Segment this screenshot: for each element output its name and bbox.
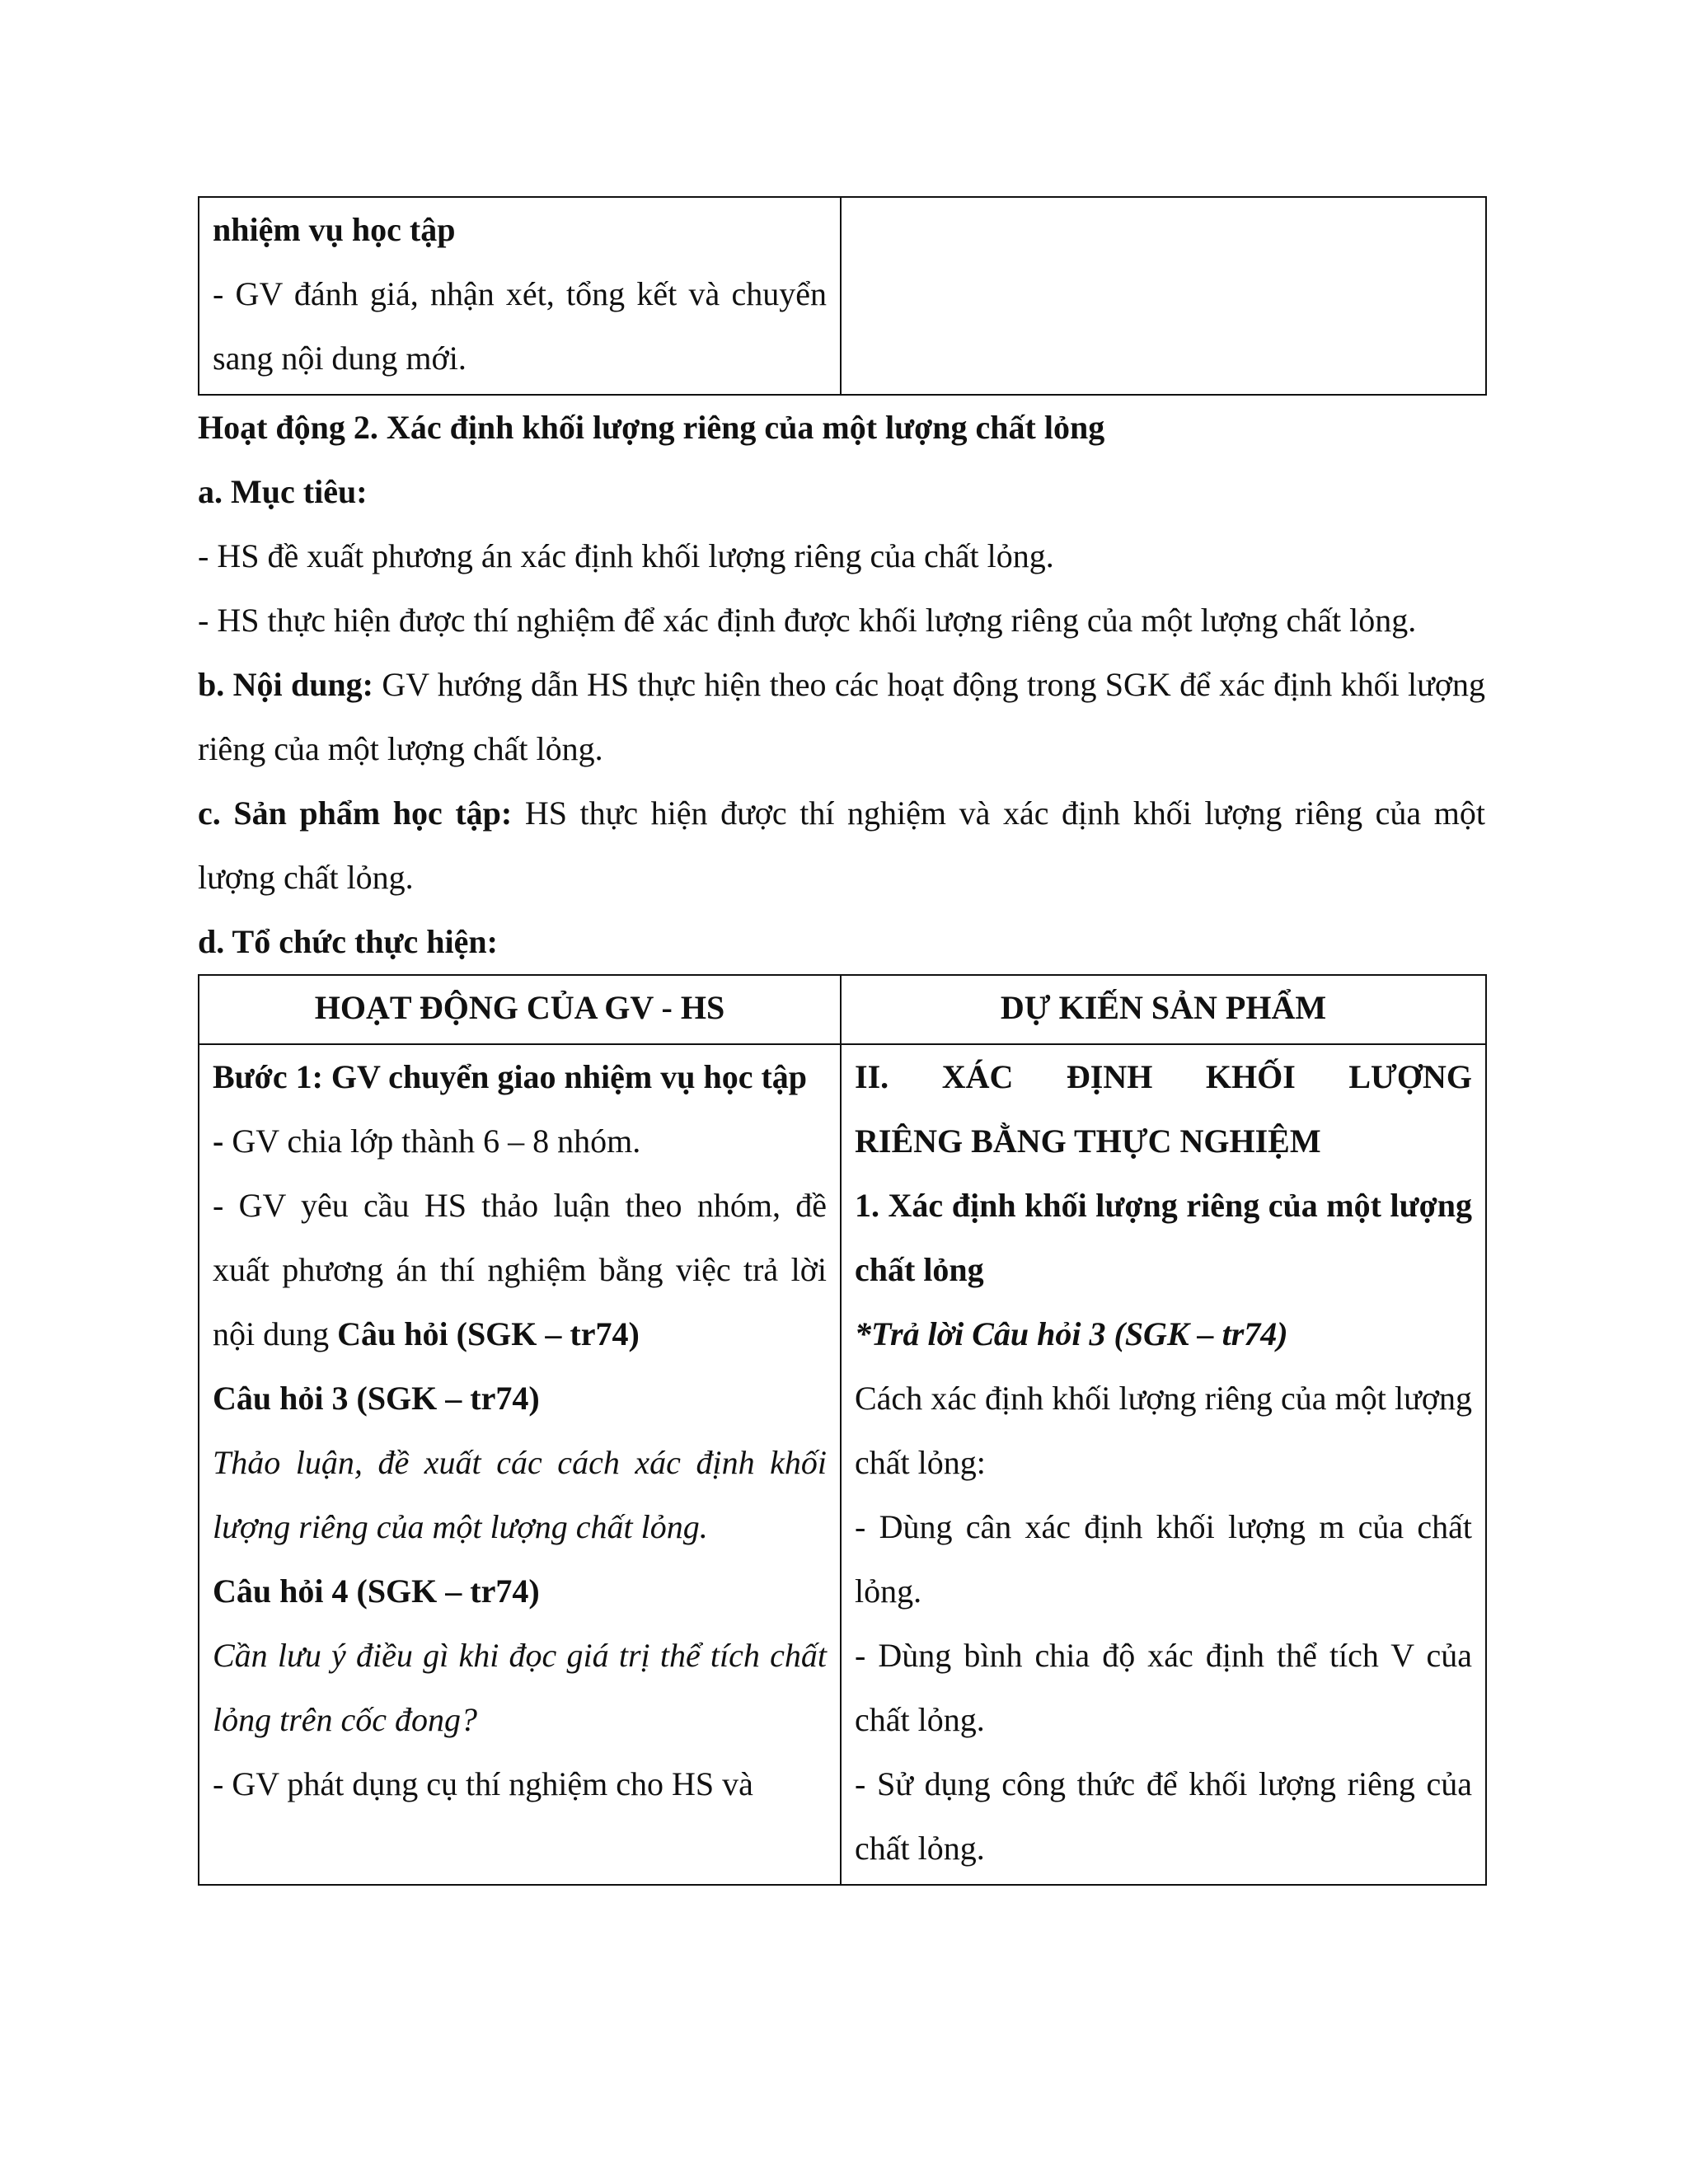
top-table-left-cell (199, 197, 841, 395)
right-item-3: - Sử dụng công thức để khối lượng riêng của chất lỏng. (855, 1765, 1472, 1867)
top-table-right-cell (841, 197, 1486, 395)
table-header-row (199, 975, 1486, 1044)
right-section-title-2: RIÊNG BẰNG THỰC NGHIỆM (855, 1122, 1321, 1160)
activity-section (198, 396, 1485, 974)
content-paragraph (198, 653, 1485, 781)
header-right: DỰ KIẾN SẢN PHẨM (841, 975, 1486, 1044)
content-text: GV hướng dẫn HS thực hiện theo các hoạt động trong SGK để xác định khối lượng riêng của một lượng chất lỏng. (198, 666, 1485, 767)
left-line-1 (213, 1109, 827, 1174)
question-3-title: Câu hỏi 3 (SGK – tr74) (213, 1380, 540, 1417)
right-sub-title: 1. Xác định khối lượng riêng của một lượng chất lỏng (855, 1187, 1472, 1288)
question-3-text: Thảo luận, đề xuất các cách xác định khối lượng riêng của một lượng chất lỏng. (213, 1444, 827, 1545)
left-line-1-dash: - (213, 1122, 224, 1160)
objective-item-1: - HS đề xuất phương án xác định khối lượng riêng của chất lỏng. (198, 537, 1054, 574)
left-line-2-bold: Câu hỏi (SGK – tr74) (337, 1315, 640, 1352)
right-answer-title: *Trả lời Câu hỏi 3 (SGK – tr74) (855, 1315, 1288, 1352)
right-intro: Cách xác định khối lượng riêng của một lượng chất lỏng: (855, 1380, 1472, 1481)
product-paragraph (198, 781, 1485, 910)
question-4-title: Câu hỏi 4 (SGK – tr74) (213, 1572, 540, 1610)
organization-label: d. Tổ chức thực hiện: (198, 923, 498, 960)
step-1-title: Bước 1: GV chuyển giao nhiệm vụ học tập (213, 1058, 808, 1095)
table-row (199, 197, 1486, 395)
objective-label: a. Mục tiêu: (198, 473, 368, 510)
top-table (198, 196, 1487, 396)
product-text: HS thực hiện được thí nghiệm và xác định khối lượng riêng của một lượng chất lỏng. (198, 794, 1485, 896)
header-left: HOẠT ĐỘNG CỦA GV - HS (199, 975, 841, 1044)
product-cell (841, 1044, 1486, 1885)
left-line-2 (213, 1174, 827, 1366)
document-page (198, 196, 1485, 1886)
right-section-title-1: II. XÁC ĐỊNH KHỐI LƯỢNG (855, 1058, 1472, 1095)
activity-cell (199, 1044, 841, 1885)
top-left-line: - GV đánh giá, nhận xét, tổng kết và chuyển sang nội dung mới. (213, 275, 827, 377)
left-line-2-text: - GV yêu cầu HS thảo luận theo nhóm, đề xuất phương án thí nghiệm bằng việc trả lời nội dung (213, 1187, 827, 1352)
question-4-text: Cần lưu ý điều gì khi đọc giá trị thể tích chất lỏng trên cốc đong? (213, 1637, 827, 1738)
activity-heading: Hoạt động 2. Xác định khối lượng riêng của một lượng chất lỏng (198, 409, 1105, 446)
table-row (199, 1044, 1486, 1885)
left-line-1-text: GV chia lớp thành 6 – 8 nhóm. (223, 1122, 641, 1160)
left-last-line: - GV phát dụng cụ thí nghiệm cho HS và (213, 1765, 753, 1802)
right-item-1: - Dùng cân xác định khối lượng m của chất lỏng. (855, 1508, 1472, 1610)
main-table (198, 974, 1487, 1886)
objective-item-2: - HS thực hiện được thí nghiệm để xác định được khối lượng riêng của một lượng chất lỏng. (198, 602, 1417, 639)
product-label: c. Sản phẩm học tập: (198, 794, 513, 832)
right-item-2: - Dùng bình chia độ xác định thể tích V của chất lỏng. (855, 1637, 1472, 1738)
content-label: b. Nội dung: (198, 666, 374, 703)
top-left-title: nhiệm vụ học tập (213, 211, 456, 248)
